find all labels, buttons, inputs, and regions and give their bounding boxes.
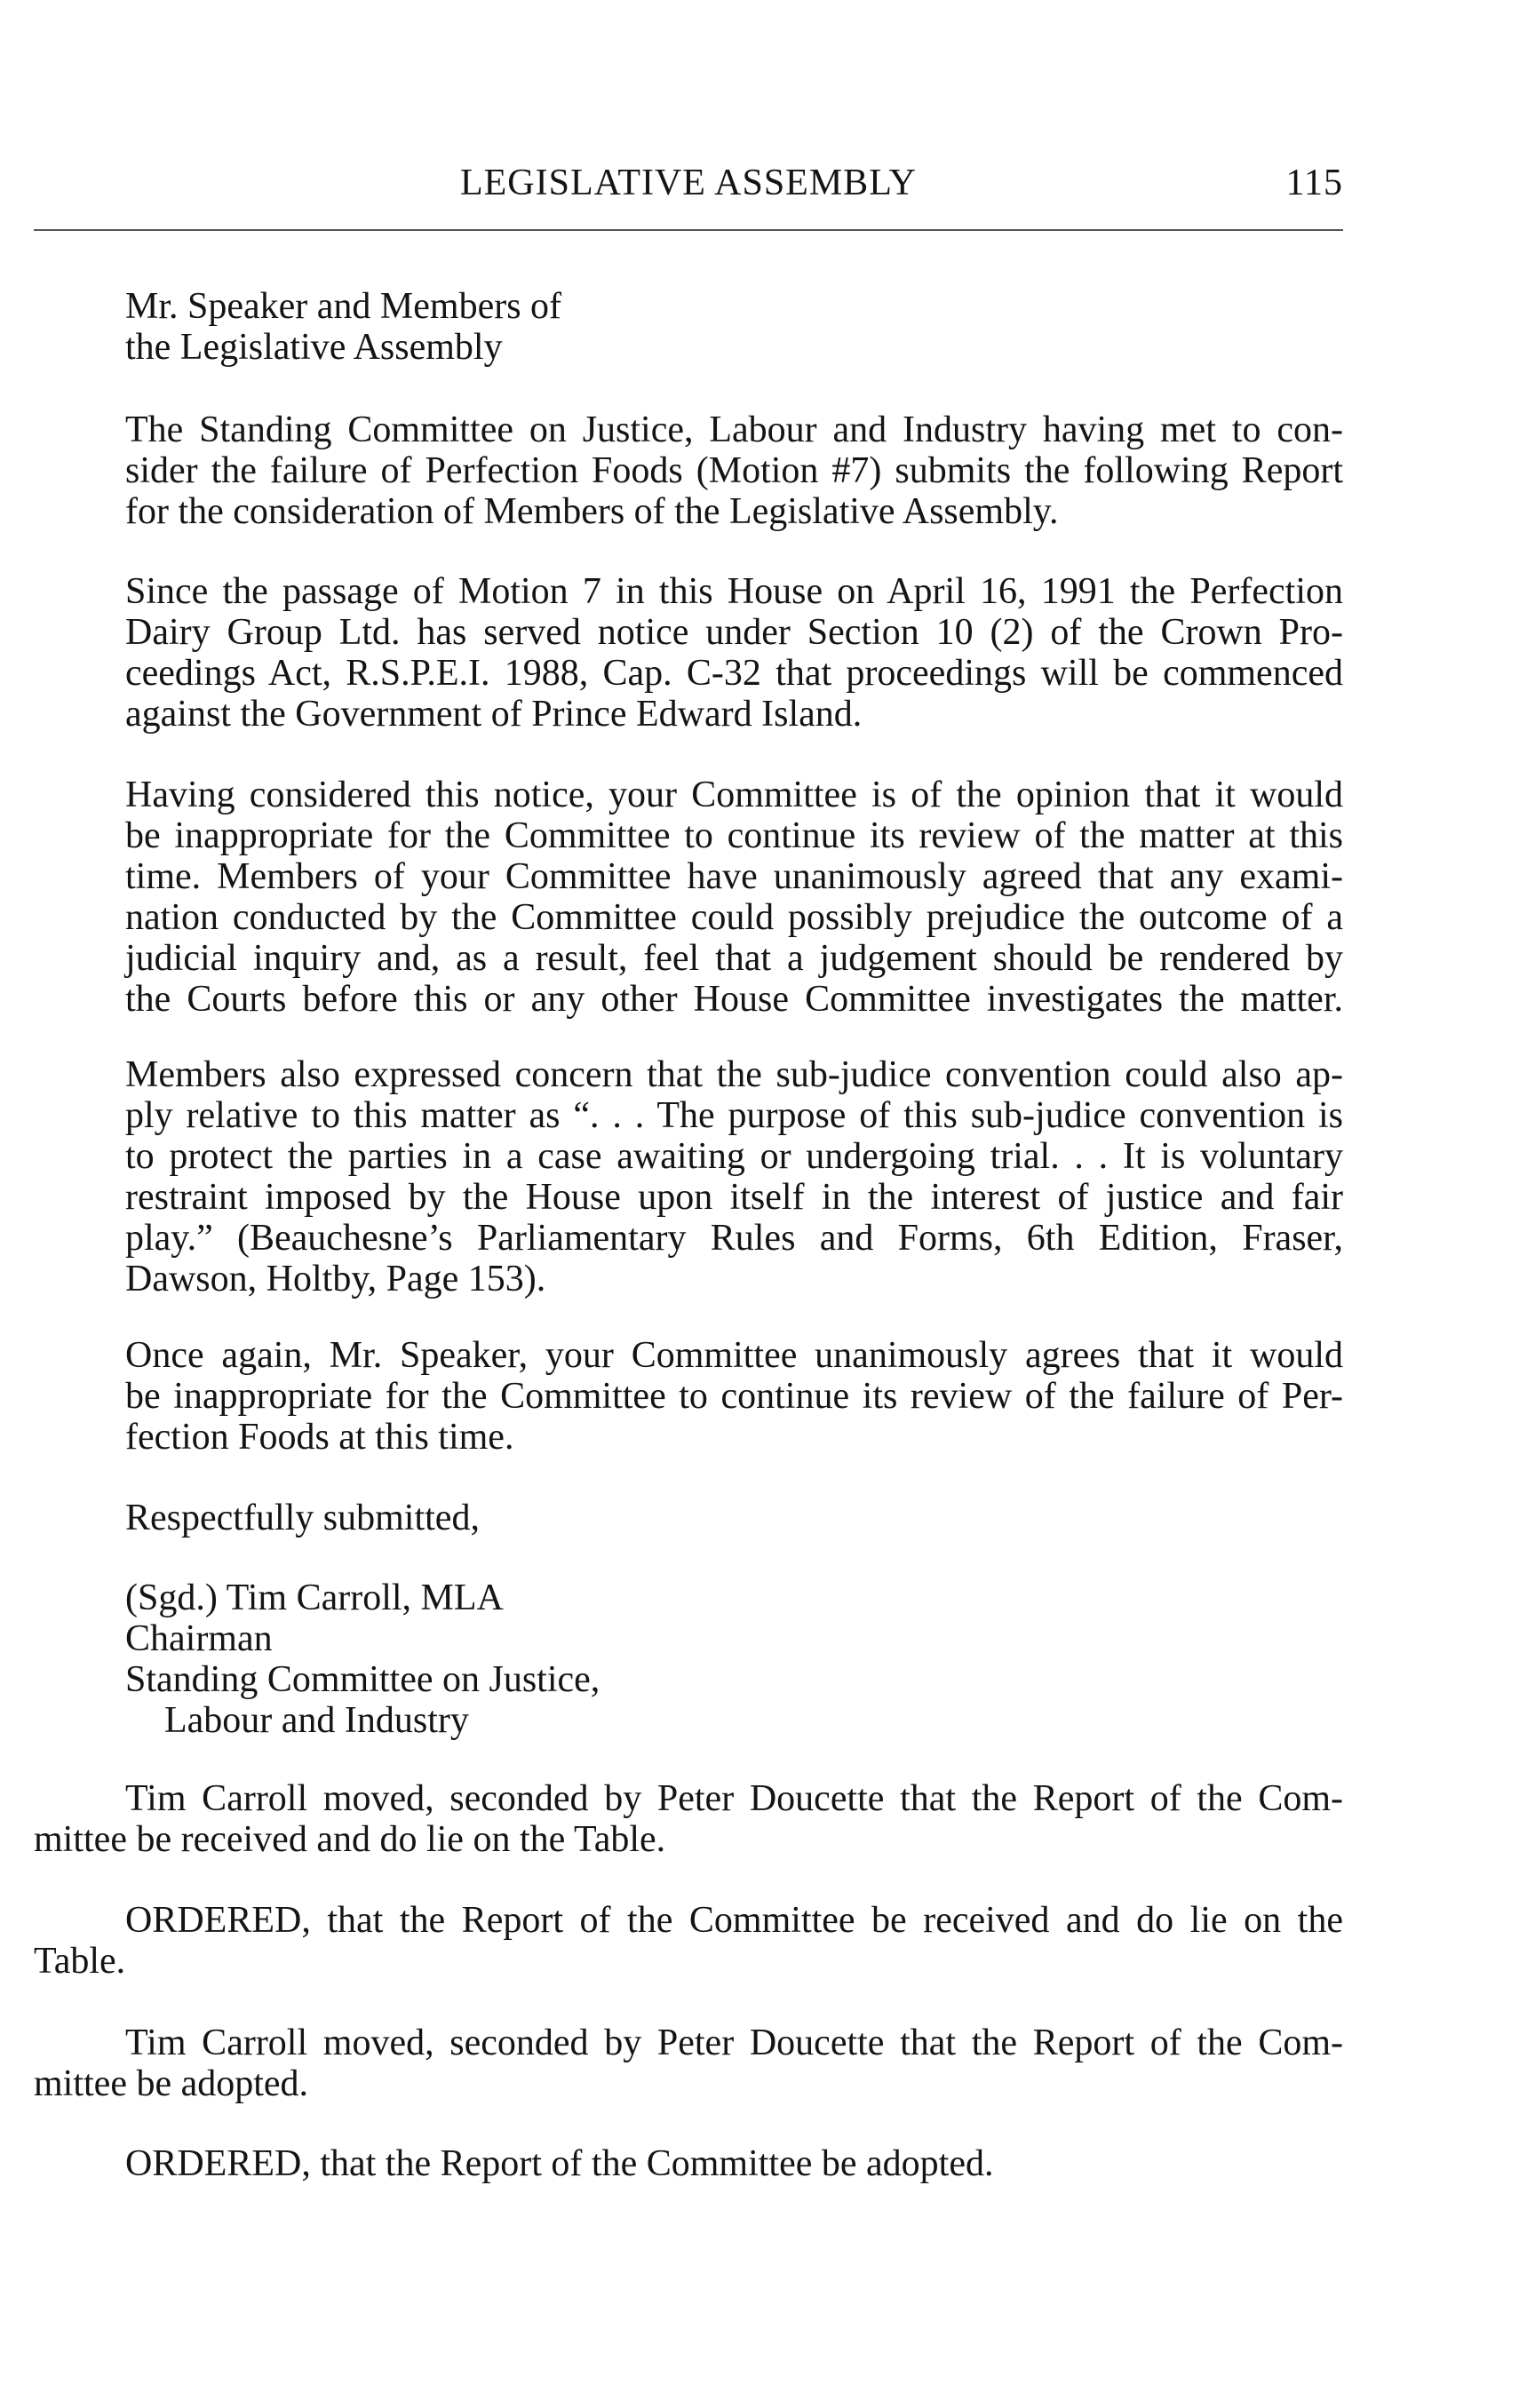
signature-block [125,1578,1343,1741]
paragraph-report-intro [125,409,1343,532]
paragraph-line: mittee be adopted. [34,2063,309,2104]
paragraph-conclusion [125,1335,1343,1458]
paragraph-line: for the consideration of Members of the Legislative Assembly. [125,491,1059,532]
motion-receive [34,1778,1343,1860]
paragraph-line: Dawson, Holtby, Page 153). [125,1259,546,1299]
salutation-line: Mr. Speaker and Members of [125,286,562,327]
paragraph-line: Since the passage of Motion 7 in this House on April 16, 1991 the Perfection [125,571,1343,612]
paragraph-line: sider the failure of Perfection Foods (Motion #7) submits the following Report [125,450,1343,491]
paragraph-committee-opinion [125,775,1343,1020]
signature-line: Standing Committee on Justice, [125,1659,600,1700]
paragraph-line: The Standing Committee on Justice, Labour and Industry having met to con- [125,409,1343,450]
closing-line: Respectfully submitted, [125,1498,480,1538]
motion-adopt [34,2023,1343,2104]
salutation [125,286,1343,368]
paragraph-sub-judice [125,1054,1343,1299]
paragraph-line: Members also expressed concern that the sub-judice convention could also ap- [125,1054,1343,1095]
page-number: 115 [1285,163,1343,203]
paragraph-line: Tim Carroll moved, seconded by Peter Doucette that the Report of the Com- [125,1778,1343,1819]
paragraph-line: the Courts before this or any other House Committee investigates the matter. [125,979,1343,1020]
paragraph-line: Dairy Group Ltd. has served notice under Section 10 (2) of the Crown Pro- [125,612,1343,653]
paragraph-line: Table. [34,1941,126,1982]
paragraph-line: ceedings Act, R.S.P.E.I. 1988, Cap. C-32 that proceedings will be commenced [125,653,1343,694]
signature-line: (Sgd.) Tim Carroll, MLA [125,1578,504,1618]
paragraph-line: Tim Carroll moved, seconded by Peter Doucette that the Report of the Com- [125,2023,1343,2063]
paragraph-line: nation conducted by the Committee could possibly prejudice the outcome of a [125,897,1343,938]
closing [125,1498,1343,1538]
paragraph-line: mittee be received and do lie on the Table. [34,1819,666,1860]
paragraph-line: judicial inquiry and, as a result, feel that a judgement should be rendered by [125,938,1343,979]
paragraph-line: against the Government of Prince Edward Island. [125,694,863,735]
paragraph-line: ORDERED, that the Report of the Committee be adopted. [125,2143,994,2184]
paragraph-line: restraint imposed by the House upon itself in the interest of justice and fair [125,1177,1343,1218]
paragraph-line: be inappropriate for the Committee to continue its review of the failure of Per- [125,1376,1343,1417]
paragraph-line: to protect the parties in a case awaiting or undergoing trial. . . It is voluntary [125,1136,1343,1177]
order-adopt [34,2143,1343,2184]
paragraph-line: fection Foods at this time. [125,1417,514,1458]
signature-line: Chairman [125,1618,273,1659]
paragraph-line: Having considered this notice, your Committee is of the opinion that it would [125,775,1343,815]
paragraph-line: ORDERED, that the Report of the Committee be received and do lie on the [125,1900,1343,1941]
salutation-line: the Legislative Assembly [125,327,503,368]
paragraph-notice [125,571,1343,735]
running-title: LEGISLATIVE ASSEMBLY [460,163,917,203]
running-header [34,158,1343,208]
signature-line: Labour and Industry [164,1700,469,1741]
paragraph-line: ply relative to this matter as “. . . The purpose of this sub-judice convention is [125,1095,1343,1136]
paragraph-line: Once again, Mr. Speaker, your Committee unanimously agrees that it would [125,1335,1343,1376]
header-rule [34,229,1343,231]
paragraph-line: be inappropriate for the Committee to continue its review of the matter at this [125,815,1343,856]
paragraph-line: play.” (Beauchesne’s Parliamentary Rules and Forms, 6th Edition, Fraser, [125,1218,1343,1259]
paragraph-line: time. Members of your Committee have unanimously agreed that any exami- [125,856,1343,897]
order-receive [34,1900,1343,1982]
